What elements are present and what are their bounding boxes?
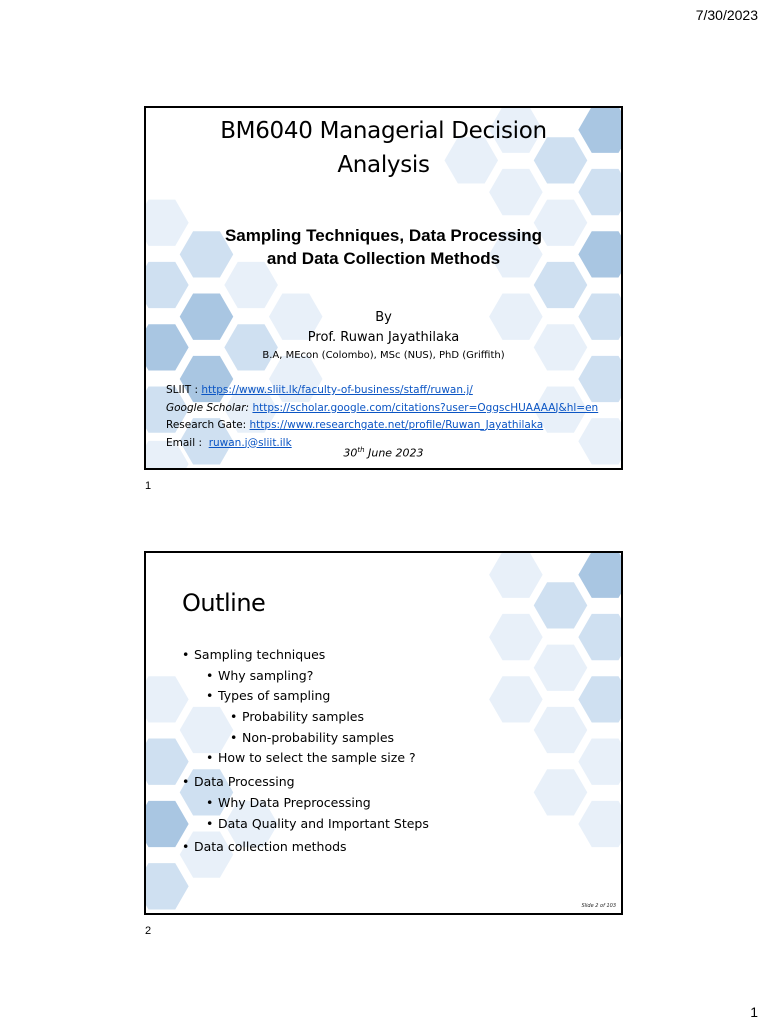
page-number: 1 [750, 1004, 758, 1020]
outline-item: • Sampling techniques [182, 645, 429, 666]
slide-2-outline [144, 551, 623, 915]
outline-item: • Why sampling? [206, 666, 429, 687]
hexagon-shape [578, 676, 621, 722]
research-gate-link[interactable]: https://www.researchgate.net/profile/Ruwan_Jayathilaka [249, 419, 544, 431]
google-scholar-link[interactable]: https://scholar.google.com/citations?user=OggscHUAAAAJ&hl=en [252, 401, 599, 414]
contact-research-gate: Research Gate: https://www.researchgate.net/profile/Ruwan_Jayathilaka [166, 419, 544, 431]
hexagon-shape [489, 614, 543, 660]
outline-list [182, 645, 429, 858]
contact-list [166, 382, 598, 452]
hexagon-shape [534, 769, 588, 815]
outline-heading: Outline [182, 589, 266, 617]
hexagon-shape [534, 582, 588, 628]
hexagon-shape [578, 614, 621, 660]
hexagon-shape [578, 739, 621, 785]
email-link[interactable]: ruwan.j@sliit.ilk [208, 436, 292, 449]
outline-item: • Why Data Preprocessing [206, 793, 429, 814]
sliit-link[interactable]: https://www.sliit.lk/faculty-of-business/staff/ruwan.j/ [201, 384, 473, 396]
outline-item: • How to select the sample size ? [206, 748, 429, 769]
outline-item: • Data Processing [182, 772, 429, 793]
outline-item: • Data Quality and Important Steps [206, 814, 429, 835]
page-date: 7/30/2023 [695, 7, 758, 23]
author-name: Prof. Ruwan Jayathilaka [307, 330, 460, 345]
outline-item: • Probability samples [230, 707, 429, 728]
slide-2-number: 2 [145, 925, 152, 937]
outline-item: • Types of sampling [206, 686, 429, 707]
hexagon-shape [534, 645, 588, 691]
slide-subtitle: Sampling Techniques, Data Processing and Data Collection Methods [224, 226, 543, 268]
outline-item: • Non-probability samples [230, 728, 429, 749]
hexagon-shape [489, 553, 543, 598]
author-qualifications: B.A, MEcon (Colombo), MSc (NUS), PhD (Griffith) [262, 350, 505, 361]
slide-1-title [144, 106, 623, 470]
slide-title: BM6040 Managerial Decision Analysis [220, 118, 547, 178]
hexagon-shape [578, 801, 621, 847]
presentation-date: 30th June 2023 [343, 446, 424, 460]
by-label: By [375, 310, 392, 325]
outline-item: • Data collection methods [182, 837, 429, 858]
contact-google-scholar: Google Scholar: https://scholar.google.com/citations?user=OggscHUAAAAJ&hl=en [166, 401, 599, 414]
slide-1-number: 1 [145, 480, 152, 492]
contact-sliit: SLIIT : https://www.sliit.lk/faculty-of-business/staff/ruwan.j/ [166, 384, 473, 396]
slide-counter: Slide 2 of 103 [581, 903, 616, 909]
hexagon-shape [146, 863, 189, 909]
hexagon-shape [489, 676, 543, 722]
hexagon-shape [578, 553, 621, 598]
hexagon-shape [534, 707, 588, 753]
contact-email: Email : ruwan.j@sliit.ilk [166, 436, 292, 449]
